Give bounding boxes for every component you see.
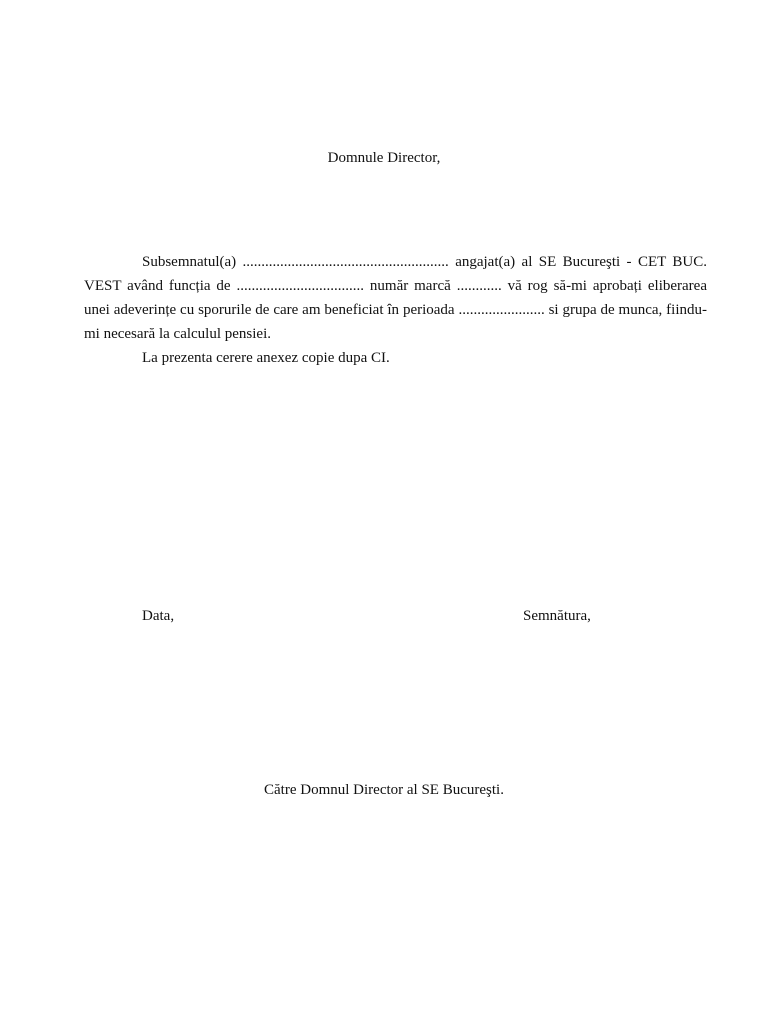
signature-label: Semnătura, <box>523 608 591 624</box>
attachment-paragraph: La prezenta cerere anexez copie dupa CI. <box>142 350 390 366</box>
signature-row <box>0 606 768 628</box>
request-paragraph: Subsemnatul(a) ....................................................... angajat(a) al SE Bucureşti - CET BUC. VEST având funcția de .................................. număr marcă ............ vă rog să-mi aprobați eliberarea unei adeverințe cu sporurile de care am beneficiat în perioada ....................... si grupa de munca, fiindu-mi necesară la calculul pensiei. <box>84 254 707 342</box>
date-label: Data, <box>142 608 175 624</box>
letter-body <box>84 250 707 370</box>
addressee: Către Domnul Director al SE Bucureşti. <box>264 782 504 798</box>
salutation: Domnule Director, <box>327 150 441 166</box>
